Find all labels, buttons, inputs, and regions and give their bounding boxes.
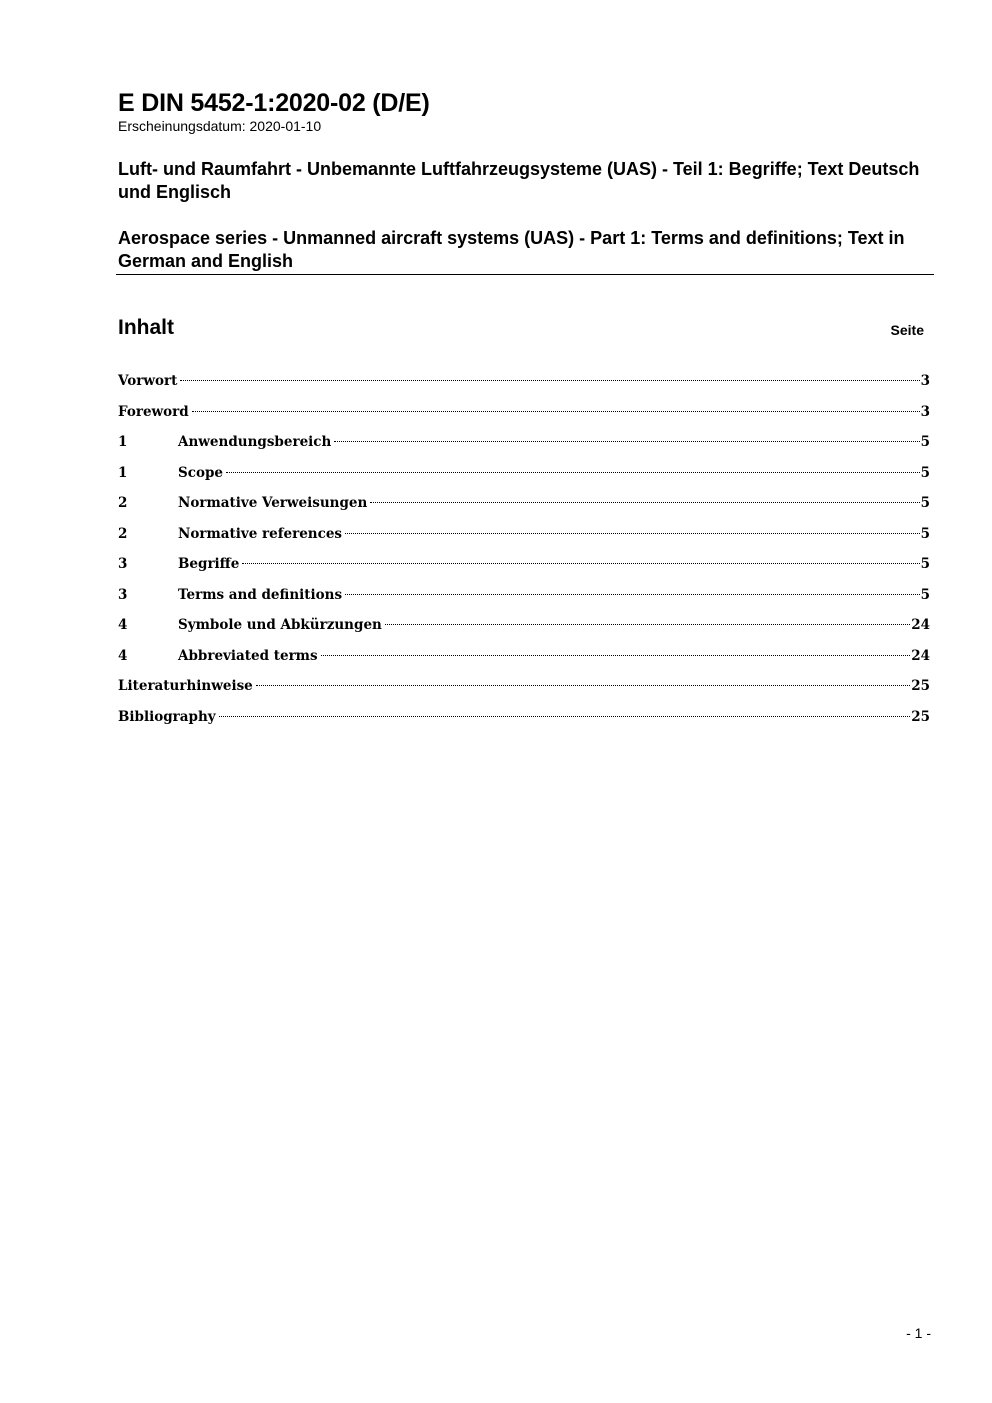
toc-entry[interactable] <box>118 584 930 615</box>
toc-entry-page: 5 <box>920 495 930 511</box>
toc-entry-label: Normative Verweisungen <box>178 495 368 511</box>
toc-entry-page: 24 <box>911 617 930 633</box>
toc-entry-page: 5 <box>920 525 930 542</box>
toc-dot-leader <box>180 380 919 381</box>
toc-entry-number: 3 <box>118 586 128 603</box>
toc-dot-leader <box>226 472 920 473</box>
table-of-contents <box>118 370 930 736</box>
toc-dot-leader <box>321 655 911 656</box>
toc-entry-label: Foreword <box>118 403 189 420</box>
toc-dot-leader <box>370 502 919 503</box>
toc-entry-number: 1 <box>118 464 128 481</box>
publication-date: Erscheinungsdatum: 2020-01-10 <box>118 118 322 134</box>
toc-entry-label: Abbreviated terms <box>178 647 318 664</box>
toc-entry-label: Vorwort <box>118 373 178 389</box>
toc-entry[interactable] <box>118 462 930 493</box>
document-number: E DIN 5452-1:2020-02 (D/E) <box>118 89 430 117</box>
toc-entry-label: Terms and definitions <box>178 586 343 603</box>
toc-entry[interactable] <box>118 523 930 554</box>
toc-entry-page: 5 <box>920 434 930 450</box>
toc-entry-page: 3 <box>920 373 930 389</box>
footer-page-number: - 1 - <box>906 1325 931 1341</box>
toc-entry-page: 24 <box>911 647 930 664</box>
toc-entry[interactable] <box>118 431 930 462</box>
title-english: Aerospace series - Unmanned aircraft systems (UAS) - Part 1: Terms and definitions; Text in German and English <box>118 228 905 271</box>
toc-entry-number: 2 <box>118 525 128 542</box>
title-german: Luft- und Raumfahrt - Unbemannte Luftfahrzeugsysteme (UAS) - Teil 1: Begriffe; Text Deutsch und Englisch <box>118 159 920 202</box>
toc-dot-leader <box>192 411 920 412</box>
toc-entry[interactable] <box>118 401 930 432</box>
toc-dot-leader <box>345 533 920 534</box>
toc-entry-label: Symbole und Abkürzungen <box>178 617 382 633</box>
toc-entry-label: Literaturhinweise <box>118 678 253 694</box>
toc-entry-label: Begriffe <box>178 556 240 572</box>
header-divider <box>116 274 934 275</box>
toc-entry-label: Bibliography <box>118 708 216 725</box>
document-header <box>118 88 934 135</box>
toc-entry-label: Normative references <box>178 525 343 542</box>
toc-dot-leader <box>345 594 920 595</box>
toc-heading: Inhalt <box>118 316 174 339</box>
toc-dot-leader <box>242 563 919 564</box>
toc-entry-number: 4 <box>118 647 128 664</box>
toc-entry-page: 5 <box>920 556 930 572</box>
toc-entry-label: Scope <box>178 464 224 481</box>
toc-entry-number: 1 <box>118 434 128 450</box>
toc-entry[interactable] <box>118 645 930 676</box>
toc-entry[interactable] <box>118 492 930 523</box>
toc-entry-page: 5 <box>920 586 930 603</box>
toc-dot-leader <box>219 716 911 717</box>
toc-entry-page: 5 <box>920 464 930 481</box>
toc-page-column-label: Seite <box>890 322 924 338</box>
toc-entry-label: Anwendungsbereich <box>178 434 332 450</box>
toc-entry-number: 2 <box>118 495 128 511</box>
toc-entry[interactable] <box>118 706 930 737</box>
toc-entry-page: 25 <box>911 708 930 725</box>
toc-entry-page: 25 <box>911 678 930 694</box>
toc-entry[interactable] <box>118 553 930 584</box>
toc-entry[interactable] <box>118 370 930 401</box>
toc-dot-leader <box>334 441 919 442</box>
toc-entry-page: 3 <box>920 403 930 420</box>
toc-entry-number: 3 <box>118 556 128 572</box>
toc-dot-leader <box>385 624 910 625</box>
toc-dot-leader <box>256 685 910 686</box>
toc-entry[interactable] <box>118 675 930 706</box>
toc-entry[interactable] <box>118 614 930 645</box>
toc-entry-number: 4 <box>118 617 128 633</box>
